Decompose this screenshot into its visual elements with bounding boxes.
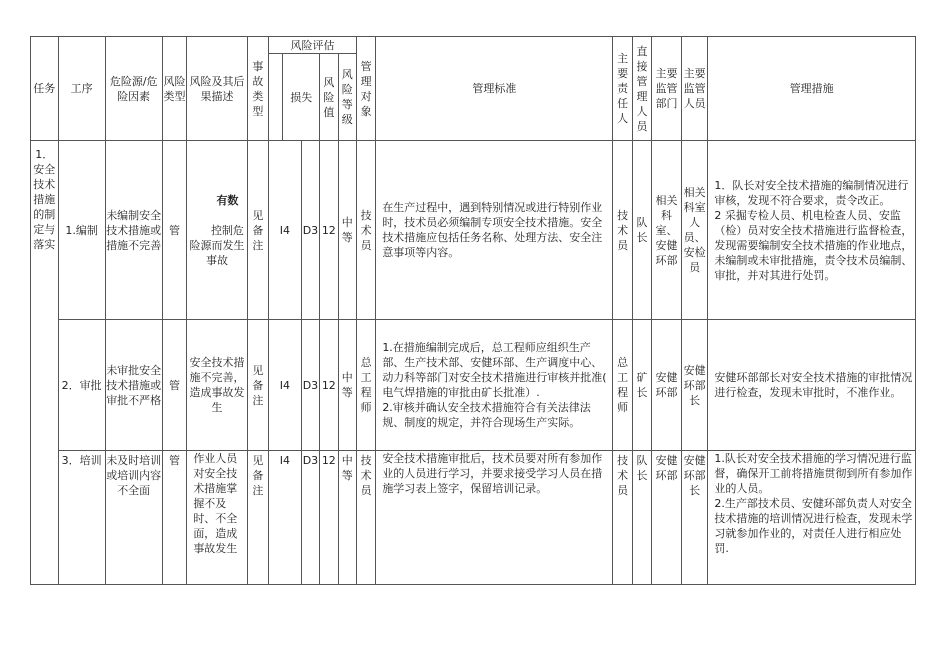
management-measures-cell: 1．队长对安全技术措施的编制情况进行审核，发现不符合要求，责令改正。 2 采掘专检人员、机电检查人员、安监（检）员对安全技术措施进行监督检查，发现需要编制安全技术措施的作业地点，未编制或未审批措施，责令技术员编制、审批，并对其进行处罚。: [708, 141, 916, 320]
hazard-cell: 未审批安全技术措施或审批不严格: [105, 320, 162, 451]
supervision-department-cell: 安健环部: [652, 451, 682, 585]
probability-cell: D3: [301, 320, 319, 451]
header-accident-type: 事故类型: [247, 37, 268, 141]
risk-type-cell: 管: [162, 320, 187, 451]
risk-level-cell: 中等: [338, 141, 356, 320]
header-supervision-person: 主要监管人员: [681, 37, 708, 141]
table-row: [31, 141, 916, 320]
header-risk-level: 风险等级: [338, 54, 356, 141]
management-measures-cell: 安健环部部长对安全技术措施的审批情况进行检查，发现未审批时，不准作业。: [708, 320, 916, 451]
process-cell: 3．培训: [58, 451, 105, 585]
direct-manager-cell: 矿长: [632, 320, 651, 451]
accident-type-cell: 见备注: [247, 451, 268, 585]
header-risk-description: 风险及其后果描述: [187, 37, 247, 141]
supervision-department-cell: 安健环部: [652, 320, 682, 451]
risk-type-cell: 管: [162, 141, 187, 320]
risk-value-cell: 12: [320, 451, 338, 585]
header-risk-evaluation: 风险评估: [269, 37, 357, 54]
header-management-measures: 管理措施: [708, 37, 916, 141]
risk-type-cell: 管: [162, 451, 187, 585]
probability-cell: D3: [301, 141, 319, 320]
table-row: [31, 320, 916, 451]
hazard-cell: 未编制安全技术措施或措施不完善: [105, 141, 162, 320]
risk-description-cell: 作业人员对安全技术措施掌握不及时、不全面，造成事故发生: [187, 451, 247, 585]
management-object-cell: 总工程师: [356, 320, 375, 451]
risk-description-cell: [187, 141, 247, 320]
header-risk-type: 风险类型: [162, 37, 187, 141]
main-responsible-cell: 技术员: [613, 451, 632, 585]
supervision-person-cell: 相关科室人员、安检员: [681, 141, 708, 320]
risk-description-cell: 安全技术措施不完善，造成事故发生: [187, 320, 247, 451]
management-object-cell: 技术员: [356, 141, 375, 320]
accident-type-cell: 见备注: [247, 141, 268, 320]
supervision-person-cell: 安健环部长: [681, 451, 708, 585]
accident-type-cell: 见备注: [247, 320, 268, 451]
header-direct-manager: 直接管理人员: [632, 37, 651, 141]
main-responsible-cell: 技术员: [613, 141, 632, 320]
hazard-cell: 未及时培训或培训内容不全面: [105, 451, 162, 585]
header-management-standard: 管理标准: [376, 37, 613, 141]
management-standard-cell: 在生产过程中，遇到特别情况或进行特别作业时，技术员必须编制专项安全技术措施。安全技术措施应包括任务名称、处理方法、安全注意事项等内容。: [376, 141, 613, 320]
severity-cell: I4: [269, 451, 302, 585]
task-name: 1．安全技术措施的制定与落实: [31, 141, 59, 585]
header-main-responsible: 主要责任人: [613, 37, 632, 141]
table-row: [31, 451, 916, 585]
header-process: 工序: [58, 37, 105, 141]
risk-level-cell: 中等: [338, 451, 356, 585]
main-responsible-cell: 总工程师: [613, 320, 632, 451]
supervision-department-cell: 相关科室、安健环部: [652, 141, 682, 320]
process-cell: 2．审批: [58, 320, 105, 451]
direct-manager-cell: 队长: [632, 141, 651, 320]
risk-management-table: [30, 36, 916, 585]
probability-cell: D3: [301, 451, 319, 585]
header-supervision-department: 主要监管部门: [652, 37, 682, 141]
risk-description-bold: 有数: [216, 193, 239, 207]
management-measures-cell: 1.队长对安全技术措施的学习情况进行监督，确保开工前将措施贯彻到所有参加作业的人员。 2.生产部技术员、安健环部负责人对安全技术措施的培训情况进行检查，发现未学习就参加作业的，对责任人进行相应处罚.: [708, 451, 916, 585]
header-loss: 损失: [283, 54, 320, 141]
management-object-cell: 技术员: [356, 451, 375, 585]
header-management-object: 管理对象: [356, 37, 375, 141]
management-standard-cell: 1.在措施编制完成后，总工程师应组织生产部、生产技术部、安健环部、生产调度中心、动力科等部门对安全技术措施进行审核并批准( 电气焊措施的审批由矿长批准）. 2.审核并确认安全技术措施符合有关法律法规、制度的规定，并符合现场生产实际。: [376, 320, 613, 451]
header-hazard-source: 危险源/危险因素: [105, 37, 162, 141]
process-cell: 1.编制: [58, 141, 105, 320]
severity-cell: I4: [269, 141, 302, 320]
management-standard-cell: 安全技术措施审批后，技术员要对所有参加作业的人员进行学习，并要求接受学习人员在措施学习表上签字，保留培训记录。: [376, 451, 613, 585]
direct-manager-cell: 队长: [632, 451, 651, 585]
header-risk-value: 风险值: [320, 54, 338, 141]
risk-level-cell: 中等: [338, 320, 356, 451]
supervision-person-cell: 安健环部长: [681, 320, 708, 451]
header-task: 任务: [31, 37, 59, 141]
risk-value-cell: 12: [320, 141, 338, 320]
risk-value-cell: 12: [320, 320, 338, 451]
header-blank-cell: [269, 54, 283, 141]
severity-cell: I4: [269, 320, 302, 451]
risk-description-text: 控制危险源而发生事故: [189, 223, 245, 267]
